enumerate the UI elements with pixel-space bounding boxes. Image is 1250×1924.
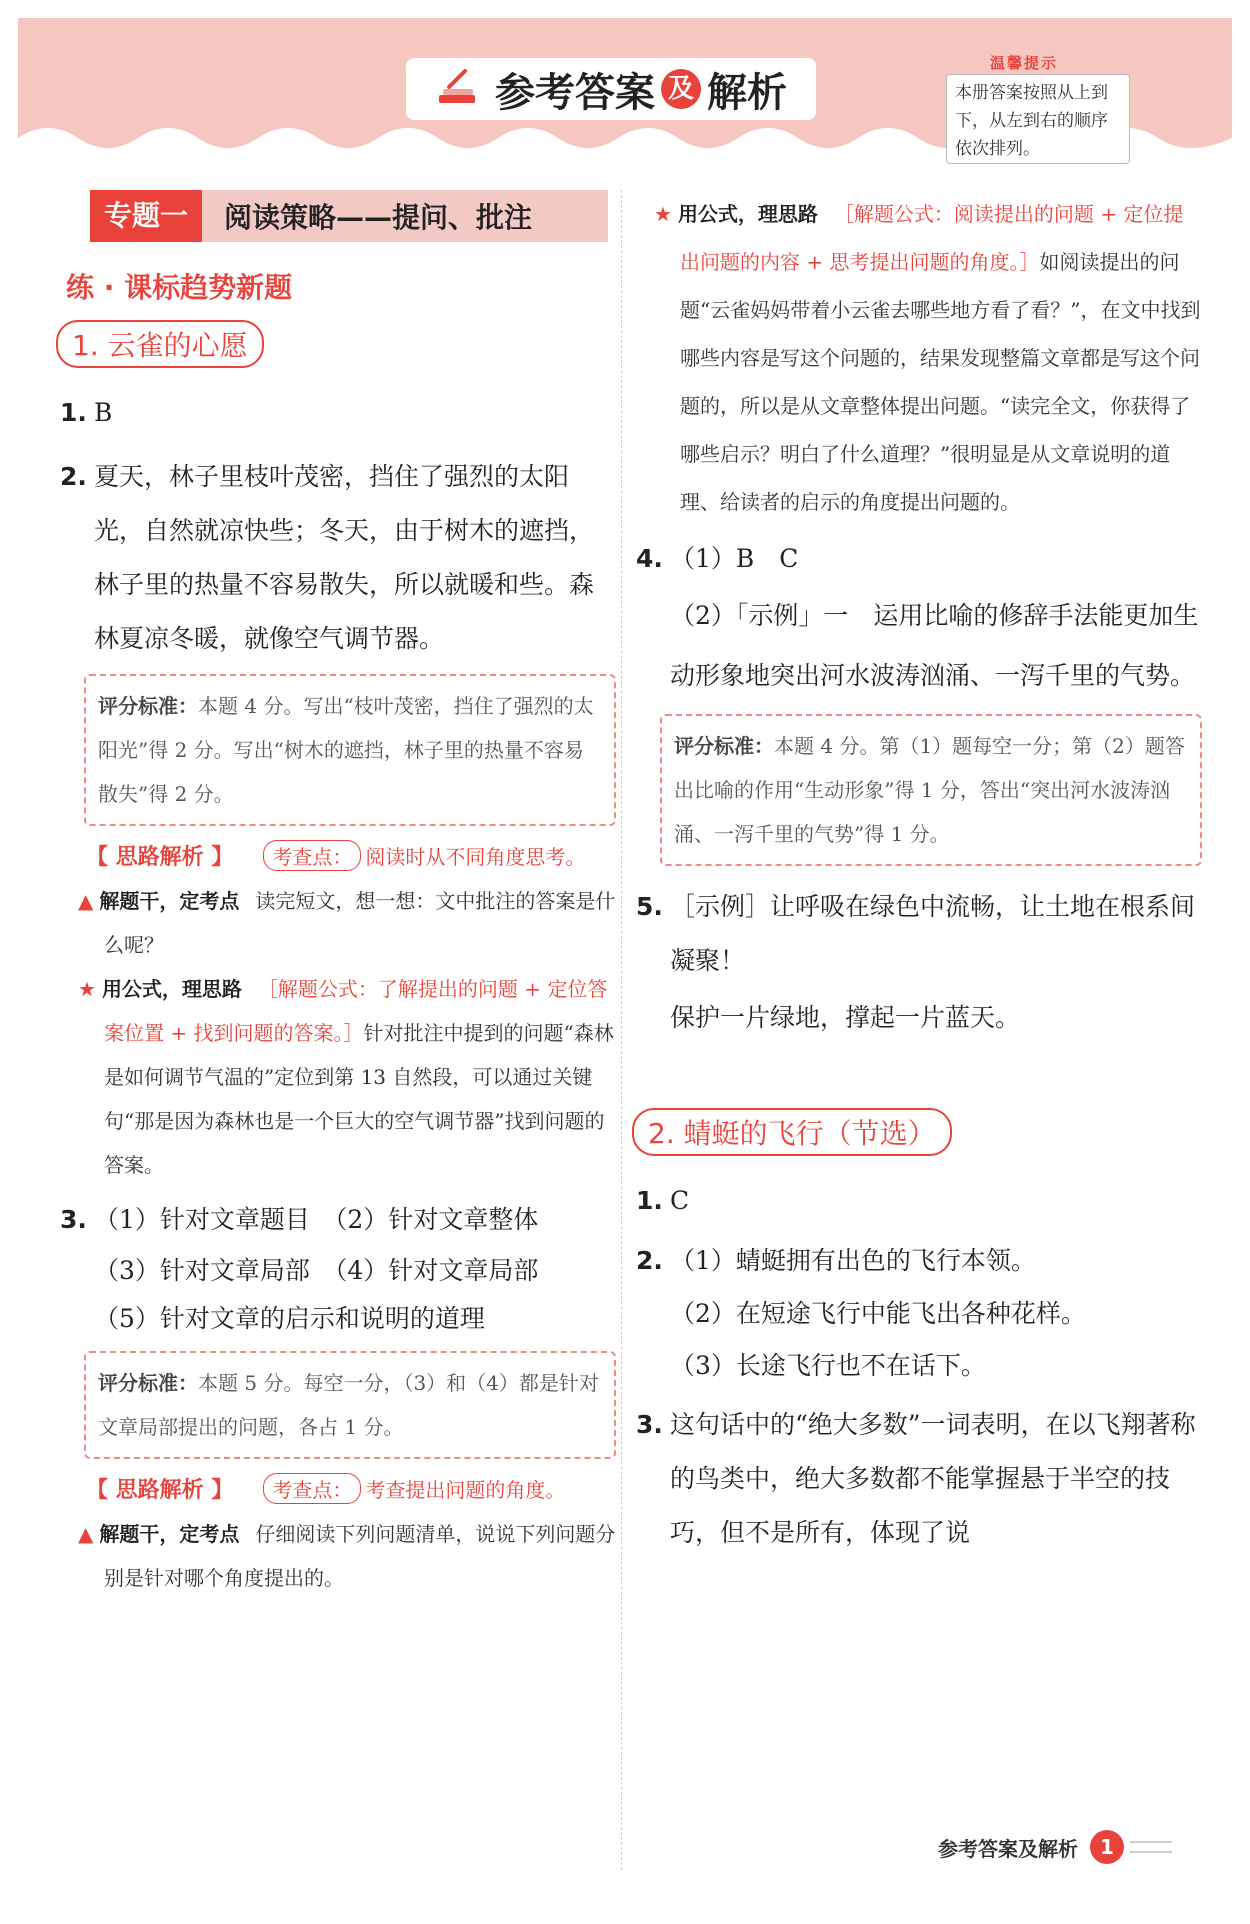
bell-icon: ▲ — [78, 889, 94, 913]
question-number: 2. — [636, 1246, 663, 1275]
analysis-heading — [86, 1473, 616, 1504]
answer-line: ［示例］让呼吸在绿色中流畅，让土地在根系间凝聚！ — [670, 892, 1196, 975]
question-number: 1. — [636, 1186, 663, 1215]
question-number: 4. — [636, 544, 663, 573]
score-text: 本题 4 分。写出“枝叶茂密，挡住了强烈的太阳光”得 2 分。写出“树木的遮挡，林子里的热量不容易散失”得 2 分。 — [98, 694, 594, 806]
bell-icon: ▲ — [78, 1522, 94, 1546]
answer-line: （3）长途飞行也不在话下。 — [670, 1351, 986, 1380]
step-text: 仔细阅读下列问题清单，说说下列问题分别是针对哪个角度提出的。 — [104, 1522, 616, 1590]
formula-text: ［解题公式：了解提出的问题 + 定位答案位置 + 找到问题的答案。］ — [104, 977, 608, 1045]
question-item — [56, 450, 616, 666]
question-item — [632, 1234, 1202, 1288]
score-label: 评分标准： — [674, 734, 774, 758]
page-title — [406, 58, 816, 120]
answer-line: （3）针对文章局部 （4）针对文章局部 — [94, 1256, 539, 1285]
answer-line: 保护一片绿地，撑起一片蓝天。 — [670, 1003, 1021, 1032]
question-number: 1. — [60, 398, 87, 427]
step-lead: 用公式，理思路 — [101, 977, 242, 1001]
title-mid-badge: 及 — [661, 69, 701, 109]
answer-line: （1）针对文章题目 （2）针对文章整体 — [94, 1205, 539, 1234]
answer-text: 夏天，林子里枝叶茂密，挡住了强烈的太阳光，自然就凉快些；冬天，由于树木的遮挡，林子里的热量不容易散失，所以就暖和些。森林夏凉冬暖，就像空气调节器。 — [94, 462, 595, 653]
question-item — [56, 1193, 616, 1247]
star-icon: ★ — [654, 202, 672, 226]
answer-line: （2）「示例」一 运用比喻的修辞手法能更加生动形象地突出河水波涛汹涌、一泻千里的气势。 — [670, 601, 1199, 690]
question-item — [632, 1174, 1202, 1228]
lesson-title: 2. 蜻蜓的飞行（节选） — [632, 1108, 952, 1156]
analysis-heading — [86, 840, 616, 871]
right-column — [632, 190, 1202, 1560]
footer-text: 参考答案及解析 — [938, 1836, 1078, 1861]
footer-decoration — [1130, 1841, 1172, 1853]
score-criteria-box — [84, 1351, 616, 1459]
kaocha-badge: 考查点： — [263, 1473, 361, 1504]
section-heading: 练 · 课标趋势新题 — [66, 271, 293, 304]
step-lead: 解题干，定考点 — [99, 1522, 240, 1546]
score-text: 本题 5 分。每空一分，（3）和（4）都是针对文章局部提出的问题，各占 1 分。 — [98, 1371, 599, 1439]
kaocha-text: 考查提出问题的角度。 — [365, 1478, 566, 1502]
topic-tag: 专题一 — [90, 190, 202, 242]
score-criteria-box — [660, 714, 1202, 866]
answer-text: C — [670, 1186, 690, 1215]
title-left: 参考答案 — [495, 69, 655, 116]
question-number: 2. — [60, 462, 87, 491]
analysis-paragraph — [56, 879, 616, 967]
question-item — [632, 532, 1202, 586]
page-number: 1 — [1090, 1830, 1124, 1864]
page-footer — [938, 1830, 1172, 1864]
answer-line: （1）蜻蜓拥有出色的飞行本领。 — [670, 1246, 1036, 1275]
step-text: 如阅读提出的问题“云雀妈妈带着小云雀去哪些地方看了看？”，在文中找到哪些内容是写这个问题的，结果发现整篇文章都是写这个问题的，所以是从文章整体提出问题。“读完全文，你获得了哪些启示？明白了什么道理？”很明显是从文章说明的道理、给读者的启示的角度提出问题的。 — [680, 250, 1201, 514]
step-lead: 用公式，理思路 — [677, 202, 818, 226]
answer-text: B — [94, 398, 113, 427]
pen-book-icon — [435, 69, 481, 109]
step-lead: 解题干，定考点 — [99, 889, 240, 913]
answer-text: 这句话中的“绝大多数”一词表明，在以飞翔著称的鸟类中，绝大多数都不能掌握悬于半空的技巧，但不是所有，体现了说 — [670, 1410, 1196, 1547]
kaocha-text: 阅读时从不同角度思考。 — [365, 845, 586, 869]
analysis-paragraph — [56, 1512, 616, 1600]
step-text: 针对批注中提到的问题“森林是如何调节气温的”定位到第 13 自然段，可以通过关键句“那是因为森林也是一个巨大的空气调节器”找到问题的答案。 — [104, 1021, 614, 1177]
question-item — [632, 880, 1202, 988]
score-label: 评分标准： — [98, 694, 198, 718]
question-number: 3. — [636, 1410, 663, 1439]
answer-line: （5）针对文章的启示和说明的道理 — [94, 1304, 485, 1333]
answer-line: （2）在短途飞行中能飞出各种花样。 — [670, 1299, 1086, 1328]
lesson-title: 1. 云雀的心愿 — [56, 320, 264, 368]
score-criteria-box — [84, 674, 616, 826]
analysis-paragraph — [56, 967, 616, 1187]
column-divider — [621, 190, 622, 1870]
analysis-label: 【 思路解析 】 — [86, 1478, 234, 1503]
tip-label: 温馨提示 — [990, 54, 1059, 72]
title-right: 解析 — [707, 69, 787, 116]
score-text: 本题 4 分。第（1）题每空一分；第（2）题答出比喻的作用“生动形象”得 1 分，答出“突出河水波涛汹涌、一泻千里的气势”得 1 分。 — [674, 734, 1185, 846]
step-text: 读完短文，想一想：文中批注的答案是什么呢？ — [104, 889, 616, 957]
question-item — [56, 386, 616, 440]
left-column — [56, 190, 616, 1600]
answer-line: （1）B C — [670, 544, 799, 573]
score-label: 评分标准： — [98, 1371, 198, 1395]
tip-box: 本册答案按照从上到下，从左到右的顺序依次排列。 — [946, 74, 1130, 164]
question-number: 3. — [60, 1205, 87, 1234]
analysis-label: 【 思路解析 】 — [86, 845, 234, 870]
question-item — [632, 1398, 1202, 1560]
kaocha-badge: 考查点： — [263, 840, 361, 871]
topic-title: 阅读策略——提问、批注 — [224, 201, 533, 234]
star-icon: ★ — [78, 977, 96, 1001]
question-number: 5. — [636, 892, 663, 921]
topic-bar — [90, 190, 608, 242]
formula-text: ［解题公式：阅读提出的问题 + 定位提出问题的内容 + 思考提出问题的角度。］ — [680, 202, 1184, 274]
analysis-paragraph — [632, 190, 1202, 526]
